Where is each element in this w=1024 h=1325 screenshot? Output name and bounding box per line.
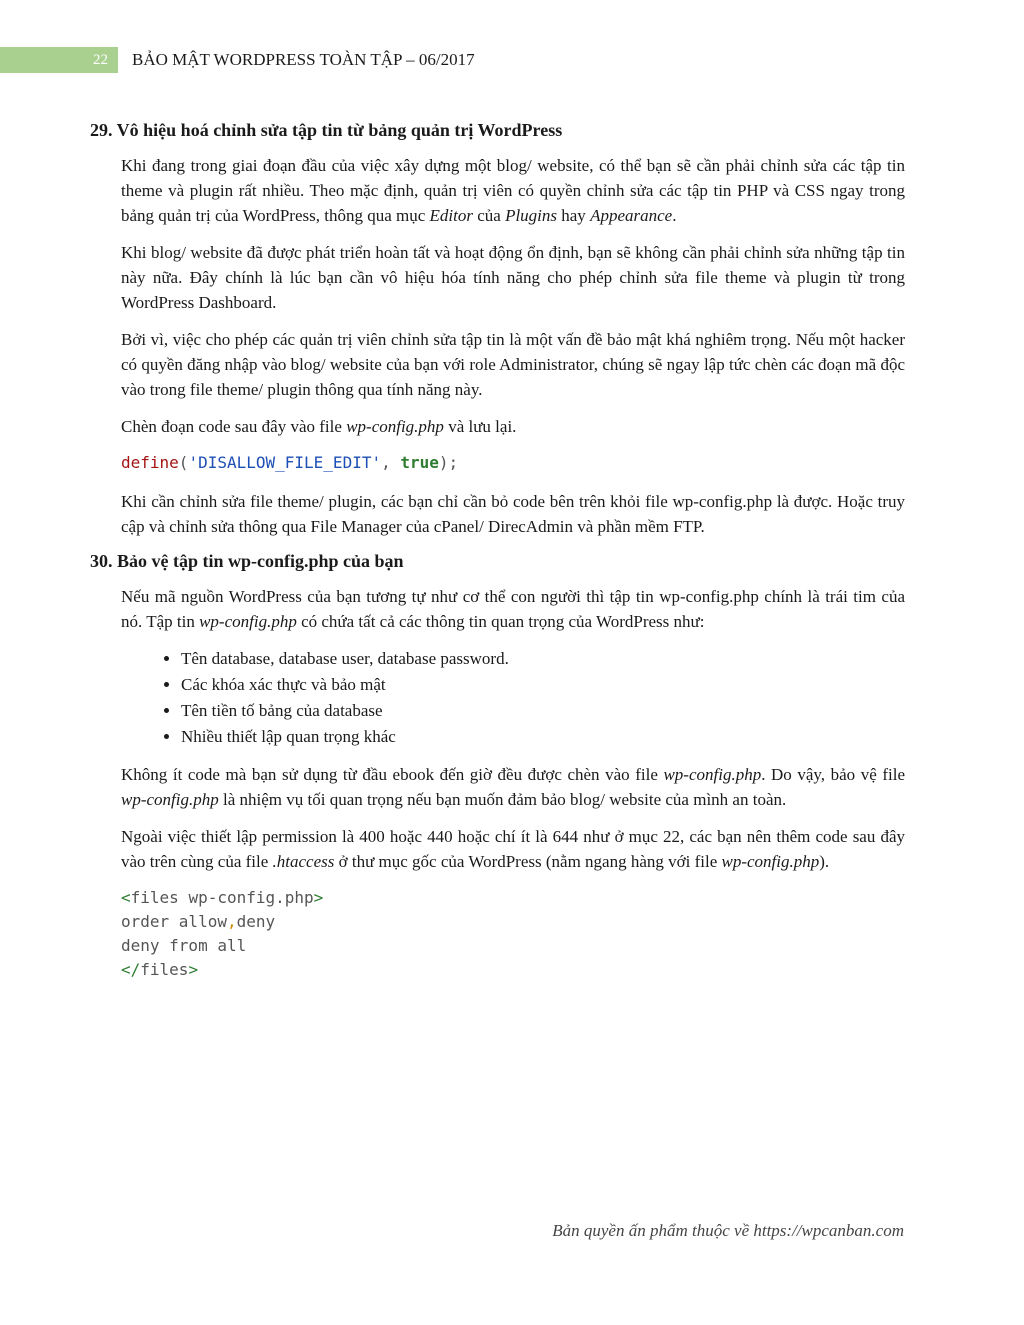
section-30-heading: 30. Bảo vệ tập tin wp-config.php của bạn [90, 551, 404, 571]
document-title: BẢO MẬT WORDPRESS TOÀN TẬP – 06/2017 [132, 50, 475, 69]
section-30-paragraph-1: Nếu mã nguồn WordPress của bạn tương tự như cơ thể con người thì tập tin wp-config.php chính là trái tim của nó. Tập tin wp-config.php có chứa tất cả các thông tin quan trọng của WordPress như: [121, 587, 905, 631]
section-29-paragraph-5: Khi cần chỉnh sửa file theme/ plugin, các bạn chỉ cần bỏ code bên trên khỏi file wp-config.php là được. Hoặc truy cập và chỉnh sửa thông qua File Manager của cPanel/ DirecAdmin và phần mềm FTP. [121, 492, 905, 536]
section-29-paragraph-4: Chèn đoạn code sau đây vào file wp-config.php và lưu lại. [121, 417, 517, 436]
section-29-body [121, 153, 905, 539]
page-header [0, 47, 1024, 73]
list-item: • Tên tiền tố bảng của database [181, 698, 905, 724]
section-29-paragraph-2: Khi blog/ website đã được phát triển hoàn tất và hoạt động ổn định, bạn sẽ không cần phải chỉnh sửa những tập tin này nữa. Đây chính là lúc bạn cần vô hiệu hóa tính năng cho phép chỉnh sửa file theme và plugin từ trong WordPress Dashboard. [121, 243, 905, 312]
section-29-heading: 29. Vô hiệu hoá chỉnh sửa tập tin từ bảng quản trị WordPress [90, 120, 563, 140]
bullet-list [121, 646, 905, 750]
section-30-body [121, 584, 905, 982]
section-30-paragraph-3: Ngoài việc thiết lập permission là 400 hoặc 440 hoặc chí ít là 644 như ở mục 22, các bạn nên thêm code sau đây vào trên cùng của file .htaccess ở thư mục gốc của WordPress (nằm ngang hàng với file wp-config.php). [121, 827, 905, 871]
page-number: 22 [0, 47, 118, 73]
list-item: • Nhiều thiết lập quan trọng khác [181, 724, 905, 750]
section-30-paragraph-2: Không ít code mà bạn sử dụng từ đầu ebook đến giờ đều được chèn vào file wp-config.php. Do vậy, bảo vệ file wp-config.php là nhiệm vụ tối quan trọng nếu bạn muốn đảm bảo blog/ website của mình an toàn. [121, 765, 905, 809]
footer-copyright: Bản quyền ấn phẩm thuộc về https://wpcanban.com [552, 1221, 904, 1240]
code-block-define: define('DISALLOW_FILE_EDIT', true); [121, 453, 459, 472]
code-block-htaccess: <files wp-config.php> order allow,deny deny from all </files> [121, 888, 324, 979]
list-item: • Tên database, database user, database password. [181, 646, 905, 672]
page-content [90, 120, 905, 996]
section-29-paragraph-1: Khi đang trong giai đoạn đầu của việc xây dựng một blog/ website, có thể bạn sẽ cần phải chỉnh sửa các tập tin theme và plugin rất nhiều. Theo mặc định, quản trị viên có quyền chỉnh sửa các tập tin PHP và CSS ngay trong bảng quản trị của WordPress, thông qua mục Editor của Plugins hay Appearance. [121, 156, 905, 225]
list-item: • Các khóa xác thực và bảo mật [181, 672, 905, 698]
section-29-paragraph-3: Bởi vì, việc cho phép các quản trị viên chỉnh sửa tập tin là một vấn đề bảo mật khá nghiêm trọng. Nếu một hacker có quyền đăng nhập vào blog/ website của bạn với role Administrator, chúng sẽ ngay lập tức chèn các đoạn mã độc vào trong file theme/ plugin thông qua tính năng này. [121, 330, 905, 399]
